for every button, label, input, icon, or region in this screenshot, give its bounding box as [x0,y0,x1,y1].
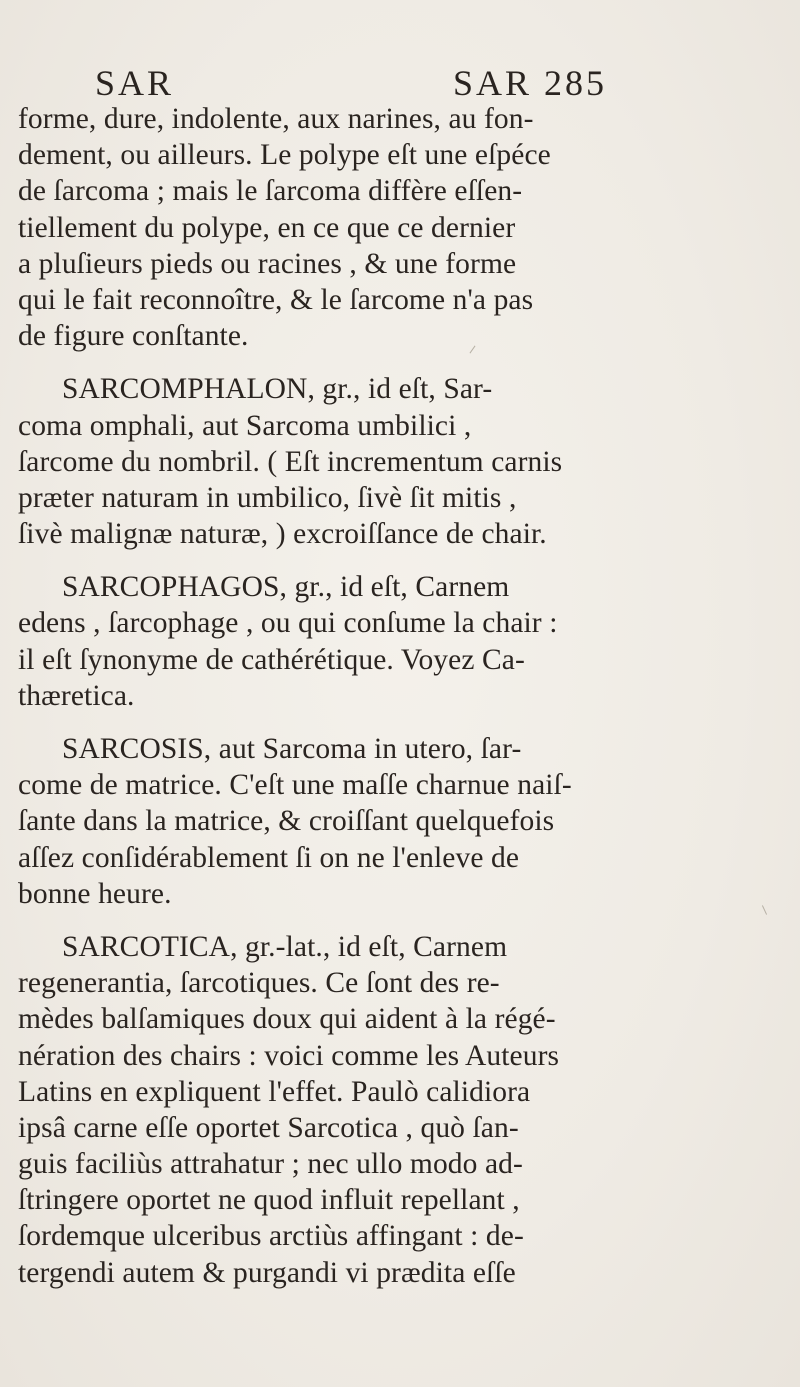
header-left-word: SAR [95,63,175,103]
text-line: coma omphali, aut Sarcoma umbilici , [18,409,472,442]
paragraph-gap [18,552,798,569]
text-line: aſſez conſidérablement ſi on ne l'enleve de [18,841,520,874]
text-line: de ſarcoma ; mais le ſarcoma diffère eſſen- [18,175,523,208]
text-line: bonne heure. [18,877,172,910]
text-line: tiellement du polype, en ce que ce dernier [18,211,516,244]
entry-headword-line: SARCOPHAGOS, gr., id eſt, Carnem [62,571,510,604]
paragraph-gap [18,354,798,371]
paragraph-gap [18,714,798,731]
text-line: de figure conſtante. [18,320,249,353]
text-line: ſivè malignæ naturæ, ) excroiſſance de chair. [18,518,547,551]
text-line: præter naturam in umbilico, ſivè ſit mitis , [18,481,517,514]
text-line: forme, dure, indolente, aux narines, au fon- [18,103,534,135]
text-line: come de matrice. C'eſt une maſſe charnue naiſ- [18,769,572,802]
text-line: guis faciliùs attrahatur ; nec ullo modo ad- [18,1148,523,1181]
text-line: il eſt ſynonyme de cathérétique. Voyez Ca- [18,643,525,676]
text-line: ſtringere oportet ne quod influit repellant , [18,1184,520,1217]
text-line: a pluſieurs pieds ou racines , & une forme [18,247,517,280]
text-line: Latins en expliquent l'effet. Paulò calidiora [18,1075,531,1108]
text-line: ipsâ carne eſſe oportet Sarcotica , quò ſan- [18,1111,519,1144]
entry-sarcotica [18,929,798,1291]
entry-sarcosis [18,731,798,912]
text-line: dement, ou ailleurs. Le polype eſt une eſpéce [18,139,551,172]
paragraph-gap [18,912,798,929]
text-line: qui le fait reconnoître, & le ſarcome n'a pas [18,283,534,316]
entry-sarcomphalon [18,371,798,552]
entry-headword-line: SARCOTICA, gr.-lat., id eſt, Carnem [62,930,508,963]
dictionary-text [18,101,798,1291]
entry-sarcophagos [18,569,798,714]
text-line: edens , ſarcophage , ou qui conſume la chair : [18,607,558,640]
text-line: mèdes balſamiques doux qui aident à la régé- [18,1003,556,1036]
text-line: ſarcome du nombril. ( Eſt incrementum carnis [18,445,563,478]
entry-headword-line: SARCOSIS, aut Sarcoma in utero, ſar- [62,733,522,765]
text-line: nération des chairs : voici comme les Auteurs [18,1039,560,1072]
entry-continuation-sarcoma [18,101,798,354]
entry-headword-line: SARCOMPHALON, gr., id eſt, Sar- [62,373,493,406]
header-right-word-page-number: SAR 285 [453,63,608,103]
text-line: tergendi autem & purgandi vi prædita eſſe [18,1256,516,1289]
text-line: thæretica. [18,679,135,712]
running-header [95,62,740,102]
text-line: regenerantia, ſarcotiques. Ce ſont des re- [18,967,500,1000]
text-line: ſordemque ulceribus arctiùs affingant : de- [18,1220,524,1253]
text-line: ſante dans la matrice, & croiſſant quelquefois [18,805,555,838]
